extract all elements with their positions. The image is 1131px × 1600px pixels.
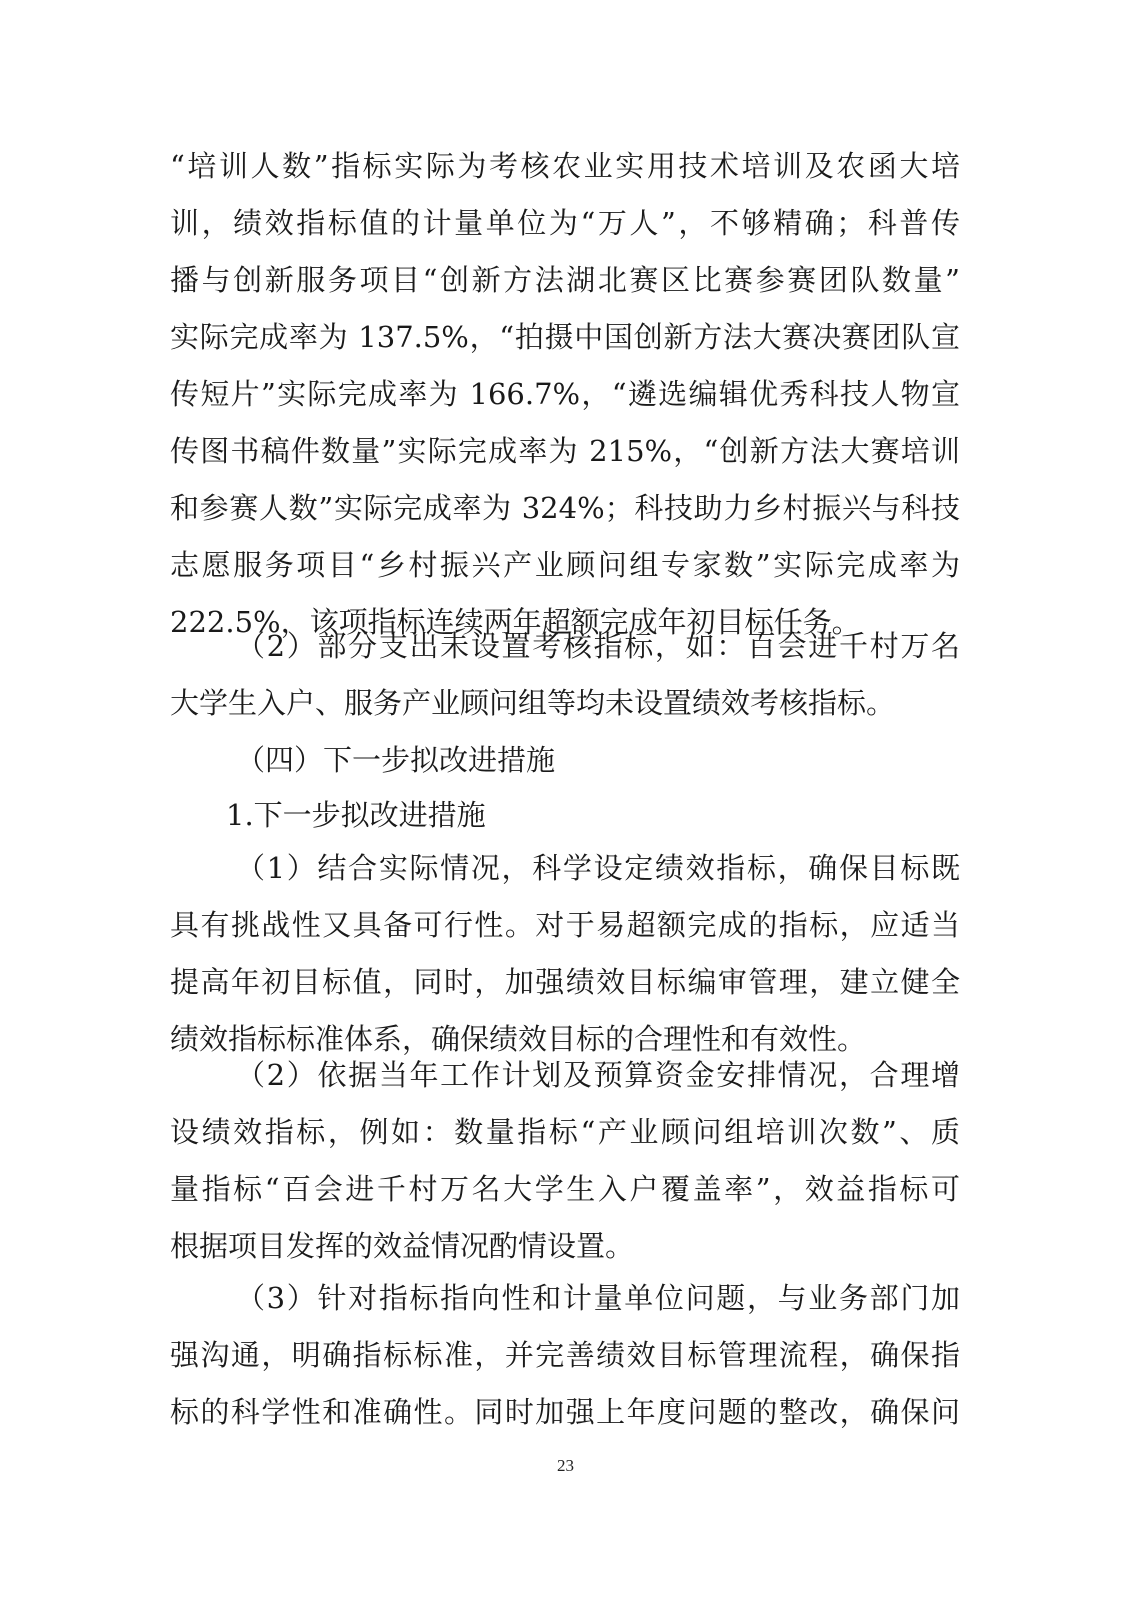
text-line: 大学生入户、服务产业顾问组等均未设置绩效考核指标。 — [170, 686, 896, 720]
text-line: 绩效指标标准体系，确保绩效目标的合理性和有效性。 — [170, 1022, 867, 1056]
text-line: （2）依据当年工作计划及预算资金安排情况，合理增 — [236, 1058, 960, 1092]
text-line: “培训人数”指标实际为考核农业实用技术培训及农函大培 — [170, 149, 960, 183]
paragraph-measure-2 — [170, 1047, 960, 1275]
text-line: 根据项目发挥的效益情况酌情设置。 — [170, 1229, 635, 1263]
paragraph-indicator-issues — [170, 138, 960, 651]
text-line: 训，绩效指标值的计量单位为“万人”，不够精确；科普传 — [170, 206, 960, 240]
text-line: 和参赛人数”实际完成率为 324%；科技助力乡村振兴与科技 — [170, 491, 960, 525]
text-line: 传短片”实际完成率为 166.7%，“遴选编辑优秀科技人物宣 — [170, 377, 960, 411]
sub-heading — [170, 787, 960, 844]
text-line: （1）结合实际情况，科学设定绩效指标，确保目标既 — [236, 851, 960, 885]
text-line: 强沟通，明确指标标准，并完善绩效目标管理流程，确保指 — [170, 1338, 960, 1372]
sub-heading-text: 1.下一步拟改进措施 — [226, 798, 486, 832]
text-line: 设绩效指标，例如：数量指标“产业顾问组培训次数”、质 — [170, 1115, 960, 1149]
paragraph-missing-indicators — [170, 618, 960, 732]
text-line: 志愿服务项目“乡村振兴产业顾问组专家数”实际完成率为 — [170, 548, 960, 582]
text-line: 实际完成率为 137.5%，“拍摄中国创新方法大赛决赛团队宣 — [170, 320, 960, 354]
text-line: 具有挑战性又具备可行性。对于易超额完成的指标，应适当 — [170, 908, 960, 942]
text-line: （3）针对指标指向性和计量单位问题，与业务部门加 — [236, 1281, 960, 1315]
text-line: （2）部分支出未设置考核指标，如：百会进千村万名 — [236, 629, 960, 663]
paragraph-measure-3 — [170, 1270, 960, 1441]
text-line: 播与创新服务项目“创新方法湖北赛区比赛参赛团队数量” — [170, 263, 960, 297]
text-line: 传图书稿件数量”实际完成率为 215%，“创新方法大赛培训 — [170, 434, 960, 468]
section-heading-text: （四）下一步拟改进措施 — [236, 743, 556, 777]
paragraph-measure-1 — [170, 840, 960, 1068]
text-line: 标的科学性和准确性。同时加强上年度问题的整改，确保问 — [170, 1395, 960, 1429]
section-heading — [170, 732, 960, 789]
text-line: 提高年初目标值，同时，加强绩效目标编审管理，建立健全 — [170, 965, 960, 999]
page-number: 23 — [557, 1456, 574, 1475]
text-line: 量指标“百会进千村万名大学生入户覆盖率”，效益指标可 — [170, 1172, 960, 1206]
text-line: 222.5%，该项指标连续两年超额完成年初目标任务。 — [170, 605, 861, 639]
